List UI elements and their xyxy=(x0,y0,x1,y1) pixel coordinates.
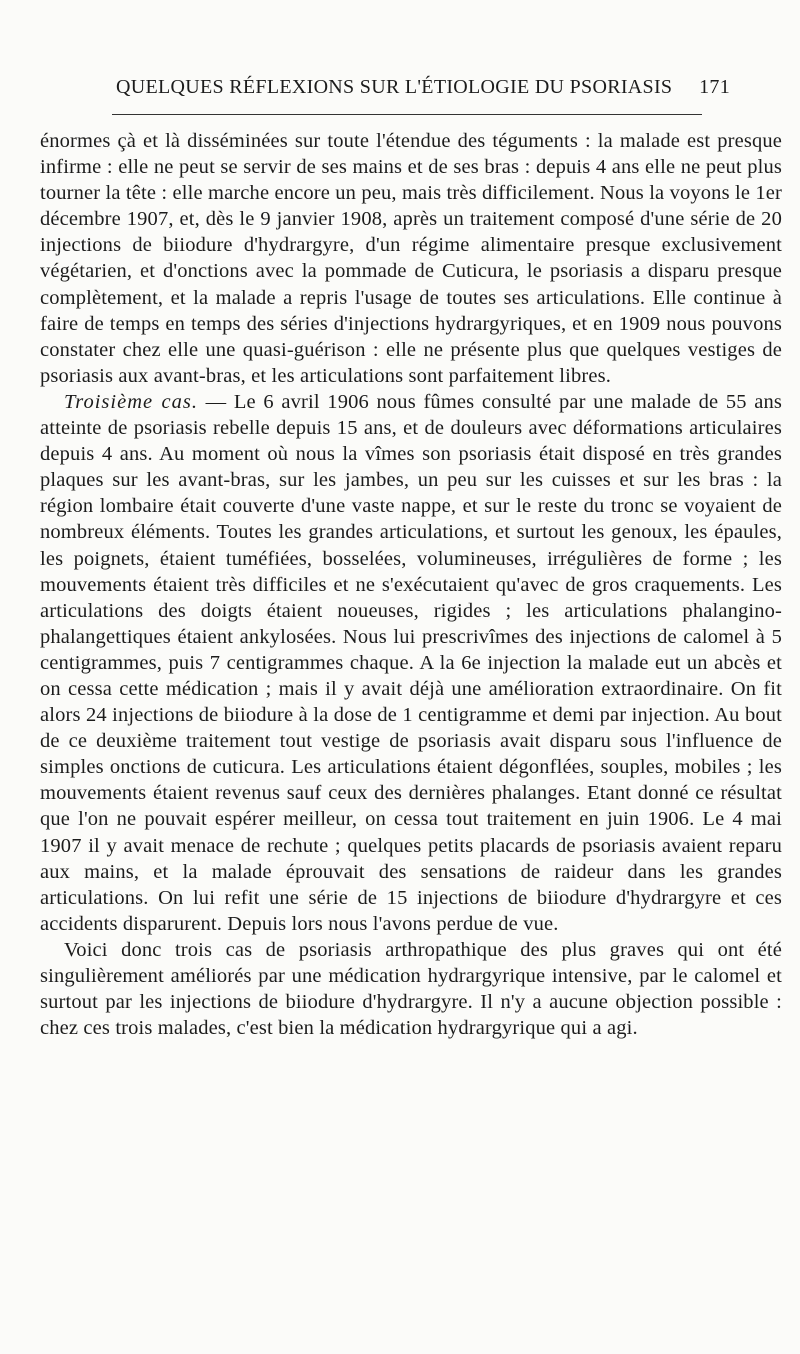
running-header xyxy=(40,74,782,104)
paragraph-continued: énormes çà et là disséminées sur toute l'étendue des téguments : la malade est presque infirme : elle ne peut se servir de ses mains et de ses bras : depuis 4 ans elle ne peut plus tourner la tête : elle marche encore un peu, mais très difficilement. Nous la voyons le 1er décembre 1907, et, dès le 9 janvier 1908, après un traitement composé d'une série de 20 injections de biiodure d'hydrargyre, d'un régime alimentaire presque exclusivement végétarien, et d'onctions avec la pommade de Cuticura, le psoriasis a disparu presque complètement, et la malade a repris l'usage de toutes ses articulations. Elle continue à faire de temps en temps des séries d'injections hydrargyriques, et en 1909 nous pouvons constater chez elle une quasi-guérison : elle ne présente plus que quelques vestiges de psoriasis aux avant-bras, et les articulations sont parfaitement libres. xyxy=(40,130,782,387)
body-text xyxy=(40,128,782,1041)
page-number: 171 xyxy=(699,76,730,98)
running-title: QUELQUES RÉFLEXIONS SUR L'ÉTIOLOGIE DU PSORIASIS xyxy=(116,76,673,98)
paragraph-conclusion: Voici donc trois cas de psoriasis arthropathique des plus graves qui ont été singulièrement améliorés par une médication hydrargyrique intensive, par le calomel et surtout par les injections de biiodure d'hydrargyre. Il n'y a aucune objection possible : chez ces trois malades, c'est bien la médication hydrargyrique qui a agi. xyxy=(40,938,782,1040)
paragraph-third-case-text: — Le 6 avril 1906 nous fûmes consulté par une malade de 55 ans atteinte de psoriasis rebelle depuis 15 ans, et de douleurs avec déformations articulaires depuis 4 ans. Au moment où nous la vîmes son psoriasis était disposé en très grandes plaques sur les avant-bras, sur les jambes, un peu sur les cuisses et sur les bras : la région lombaire était couverte d'une vaste nappe, et sur le reste du tronc se voyaient de nombreux éléments. Toutes les grandes articulations, et surtout les genoux, les épaules, les poignets, étaient tuméfiées, bosselées, volumineuses, irrégulières de forme ; les mouvements étaient très difficiles et ne s'exécutaient qu'avec de gros craquements. Les articulations des doigts étaient noueuses, rigides ; les articulations phalangino-phalangettiques étaient ankylosées. Nous lui prescrivîmes des injections de calomel à 5 centigrammes, puis 7 centigrammes chaque. A la 6e injection la malade eut un abcès et on cessa cette médication ; mais il y avait déjà une amélioration extraordinaire. On fit alors 24 injections de biiodure à la dose de 1 centigramme et demi par injection. Au bout de ce deuxième traitement tout vestige de psoriasis avait disparu sous l'influence de simples onctions de cuticura. Les articulations étaient dégonflées, souples, mobiles ; les mouvements étaient revenus sauf ceux des dernières phalanges. Etant donné ce résultat que l'on ne pouvait espérer meilleur, on cessa tout traitement en juin 1906. Le 4 mai 1907 il y avait menace de rechute ; quelques petits placards de psoriasis avaient reparu aux mains, et la malade éprouvait des sensations de raideur dans les grandes articulations. On lui refit une série de 15 injections de biiodure d'hydrargyre et ces accidents disparurent. Depuis lors nous l'avons perdue de vue. xyxy=(40,390,782,935)
header-rule xyxy=(112,114,702,115)
paragraph-third-case xyxy=(40,389,782,937)
book-page xyxy=(40,0,782,1354)
case-title: Troisième cas. xyxy=(64,390,199,413)
